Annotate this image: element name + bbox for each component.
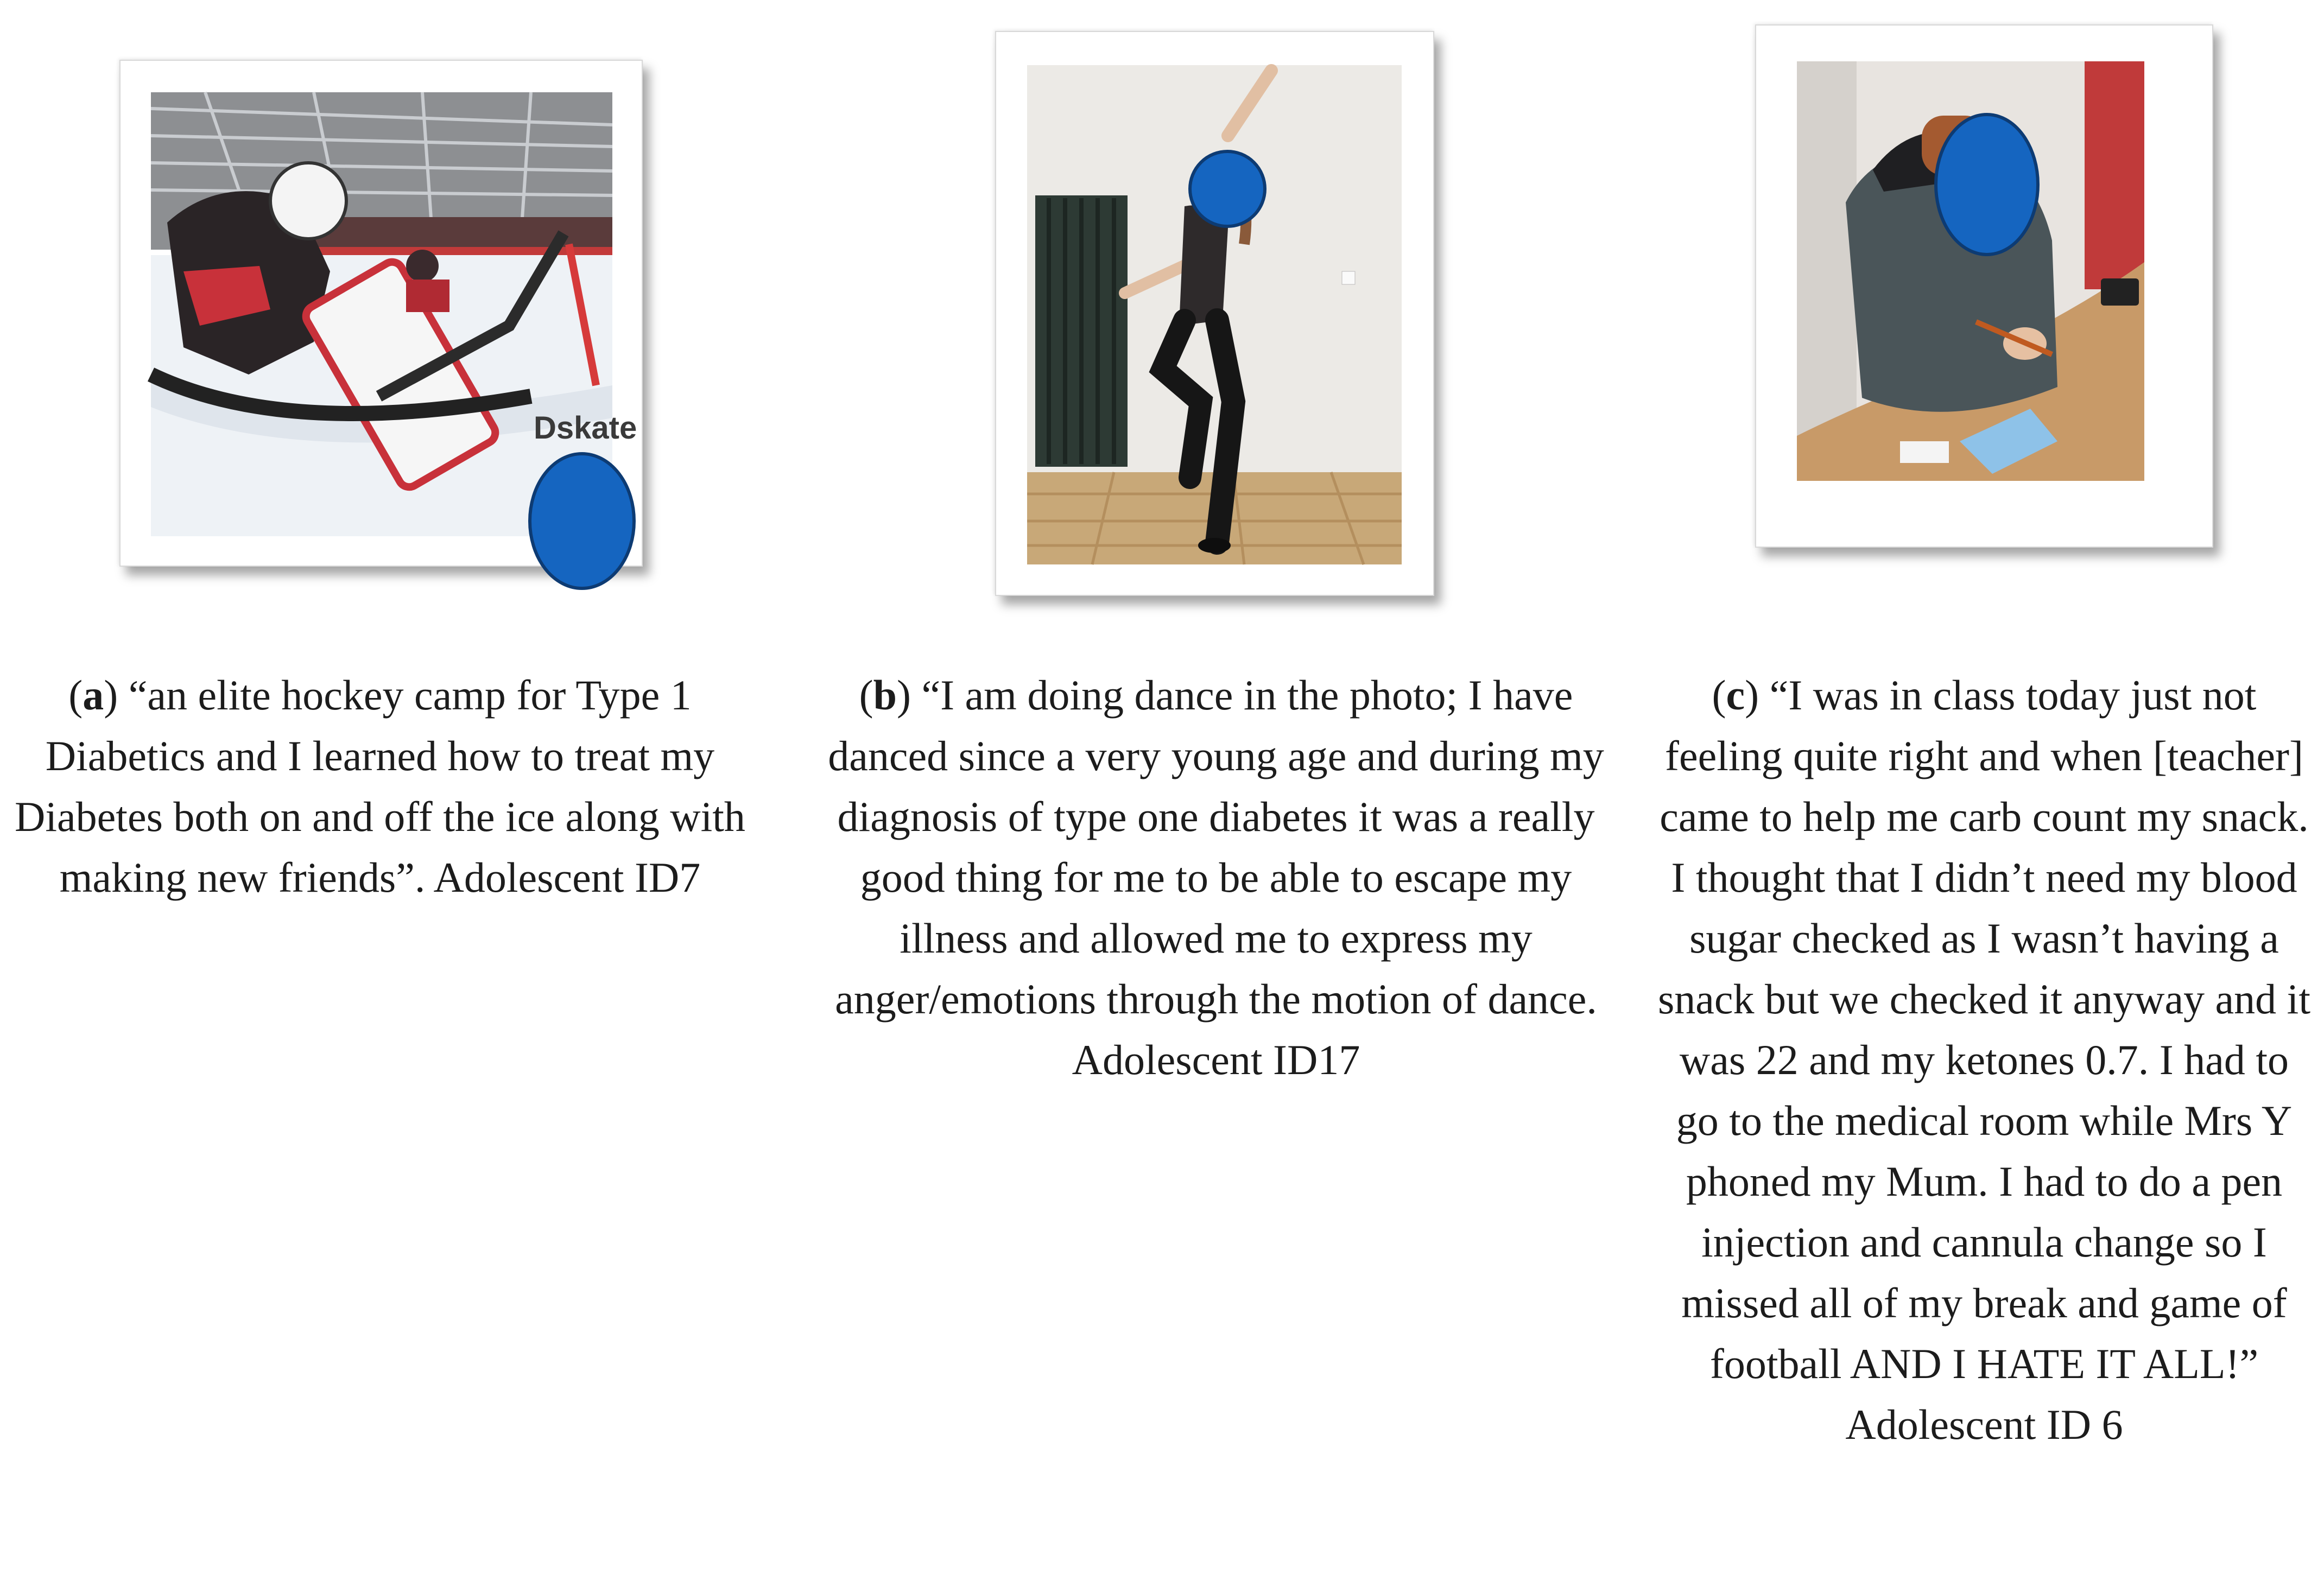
caption-b-text: “I am doing dance in the photo; I have danced since a very young age and during my diagnosis of type one diabetes it was a really good thing for me to be able to escape my illness and allowed me to express my anger/emotions through the motion of dance. Adolescent ID17: [828, 671, 1604, 1083]
caption-a: (a) “an elite hockey camp for Type 1 Diabetics and I learned how to treat my Diabetes both on and off the ice along with making new friends”. Adolescent ID7: [15, 671, 745, 901]
privacy-blur-dot-c: [1933, 111, 2041, 258]
caption-b: (b) “I am doing dance in the photo; I have danced since a very young age and during my diagnosis of type one diabetes it was a really good thing for me to be able to escape my illness and allowed me to express my anger/emotions through the motion of dance. Adolescent ID17: [828, 671, 1604, 1083]
photo-sign-text: Dskate: [534, 410, 637, 446]
caption-a-label: a: [83, 671, 104, 719]
caption-a-text: “an elite hockey camp for Type 1 Diabetics and I learned how to treat my Diabetes both on and off the ice along with making new friends”. Adolescent ID7: [15, 671, 745, 901]
caption-c-text: “I was in class today just not feeling quite right and when [teacher] came to help me carb count my snack. I thought that I didn’t need my blood sugar checked as I wasn’t having a snack but we checked it anyway and it was 22 and my ketones 0.7. I had to go to the medical room while Mrs Y phoned my Mum. I had to do a pen injection and cannula change so I missed all of my break and game of football AND I HATE IT ALL!” Adolescent ID 6: [1657, 671, 2311, 1448]
privacy-blur-dot-a: [527, 450, 638, 592]
caption-c: (c) “I was in class today just not feeling quite right and when [teacher] came to help me carb count my snack. I thought that I didn’t need my blood sugar checked as I wasn’t having a snack but we checked it anyway and it was 22 and my ketones 0.7. I had to go to the medical room while Mrs Y phoned my Mum. I had to do a pen injection and cannula change so I missed all of my break and game of football AND I HATE IT ALL!” Adolescent ID 6: [1657, 671, 2311, 1448]
privacy-blur-dot-b: [1187, 148, 1268, 230]
dance-photo: [1027, 65, 1402, 564]
caption-b-label: b: [873, 671, 897, 719]
caption-c-label: c: [1726, 671, 1745, 719]
